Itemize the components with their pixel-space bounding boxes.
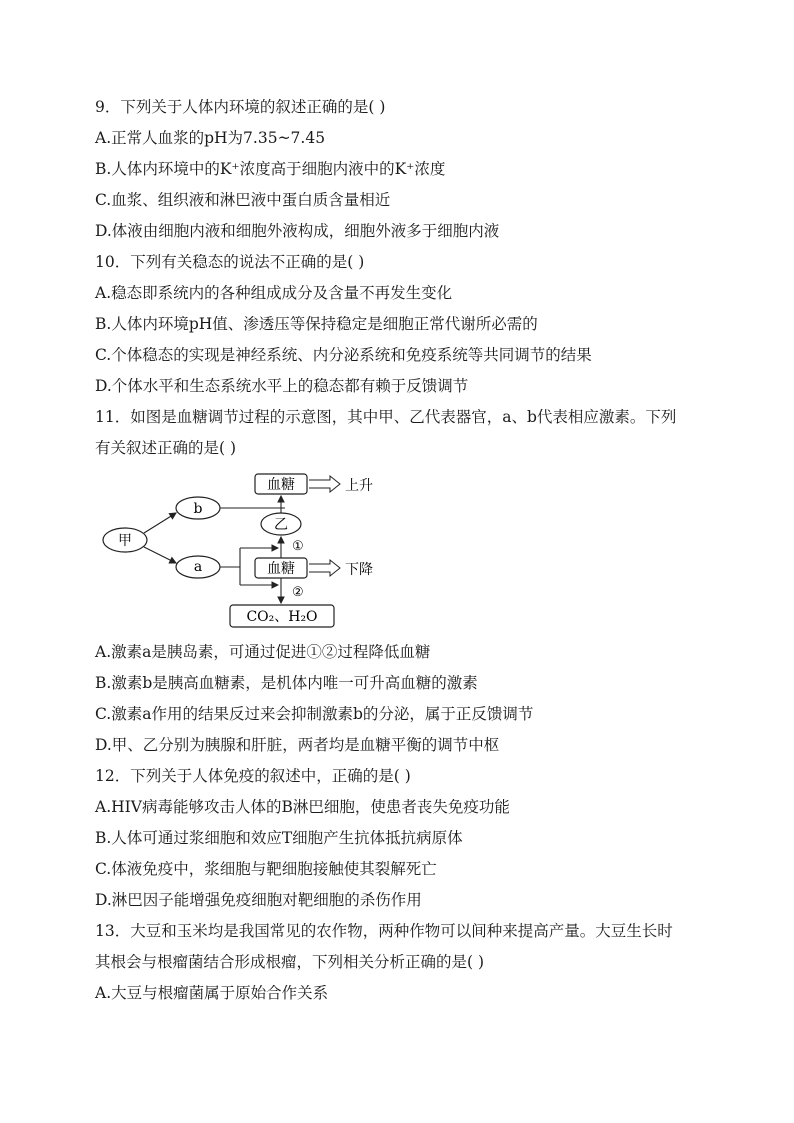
q12-option-b: B.人体可通过浆细胞和效应T细胞产生抗体抵抗病原体 (95, 829, 463, 847)
q12-option-a: A.HIV病毒能够攻击人体的B淋巴细胞，使患者丧失免疫功能 (95, 798, 510, 816)
q11-option-c: C.激素a作用的结果反过来会抑制激素b的分泌，属于正反馈调节 (95, 705, 534, 723)
blood-sugar-mid-label: 血糖 (267, 561, 295, 577)
q9-option-c: C.血浆、组织液和淋巴液中蛋白质含量相近 (95, 191, 391, 209)
q13-option-a: A.大豆与根瘤菌属于原始合作关系 (95, 984, 329, 1002)
blood-sugar-top-label: 血糖 (267, 477, 295, 493)
arrow-jia-to-b (144, 513, 176, 533)
products-label: CO₂、H₂O (246, 609, 318, 625)
organ-yi-label: 乙 (274, 517, 288, 533)
q9-option-d: D.体液由细胞内液和细胞外液构成，细胞外液多于细胞内液 (95, 222, 500, 240)
hormone-a-label: a (193, 559, 203, 575)
blood-sugar-diagram (100, 470, 410, 634)
q11-option-a: A.激素a是胰岛素，可通过促进①②过程降低血糖 (95, 643, 431, 661)
step1-label: ① (292, 539, 304, 554)
q9-stem: 9．下列关于人体内环境的叙述正确的是( ) (95, 98, 386, 116)
q11-option-b: B.激素b是胰高血糖素，是机体内唯一可升高血糖的激素 (95, 674, 478, 692)
q12-option-d: D.淋巴因子能增强免疫细胞对靶细胞的杀伤作用 (95, 891, 422, 909)
organ-jia-label: 甲 (118, 533, 132, 549)
step2-label: ② (292, 585, 304, 600)
q10-option-d: D.个体水平和生态系统水平上的稳态都有赖于反馈调节 (95, 377, 469, 395)
q13-stem-2: 其根会与根瘤菌结合形成根瘤，下列相关分析正确的是( ) (95, 953, 485, 971)
fall-label: 下降 (345, 562, 373, 578)
q11-stem-1: 11．如图是血糖调节过程的示意图，其中甲、乙代表器官，a、b代表相应激素。下列 (95, 408, 677, 426)
q10-option-c: C.个体稳态的实现是神经系统、内分泌系统和免疫系统等共同调节的结果 (95, 346, 592, 364)
q11-stem-2: 有关叙述正确的是( ) (95, 439, 237, 457)
hormone-b-label: b (193, 501, 203, 517)
rise-arrow (309, 476, 340, 492)
fall-arrow (309, 560, 340, 576)
blood-sugar-svg (100, 470, 410, 630)
q10-option-a: A.稳态即系统内的各种组成成分及含量不再发生变化 (95, 284, 453, 302)
q10-stem: 10．下列有关稳态的说法不正确的是( ) (95, 253, 365, 271)
q10-option-b: B.人体内环境pH值、渗透压等保持稳定是细胞正常代谢所必需的 (95, 315, 538, 333)
q9-option-b: B.人体内环境中的K⁺浓度高于细胞内液中的K⁺浓度 (95, 160, 446, 178)
q11-option-d: D.甲、乙分别为胰腺和肝脏，两者均是血糖平衡的调节中枢 (95, 736, 500, 754)
arrow-jia-to-a (144, 547, 176, 563)
q12-option-c: C.体液免疫中，浆细胞与靶细胞接触使其裂解死亡 (95, 860, 437, 878)
q13-stem-1: 13．大豆和玉米均是我国常见的农作物，两种作物可以间种来提高产量。大豆生长时 (95, 922, 673, 940)
q9-option-a: A.正常人血浆的pH为7.35~7.45 (95, 129, 326, 147)
rise-label: 上升 (345, 478, 373, 494)
q12-stem: 12．下列关于人体免疫的叙述中，正确的是( ) (95, 767, 411, 785)
